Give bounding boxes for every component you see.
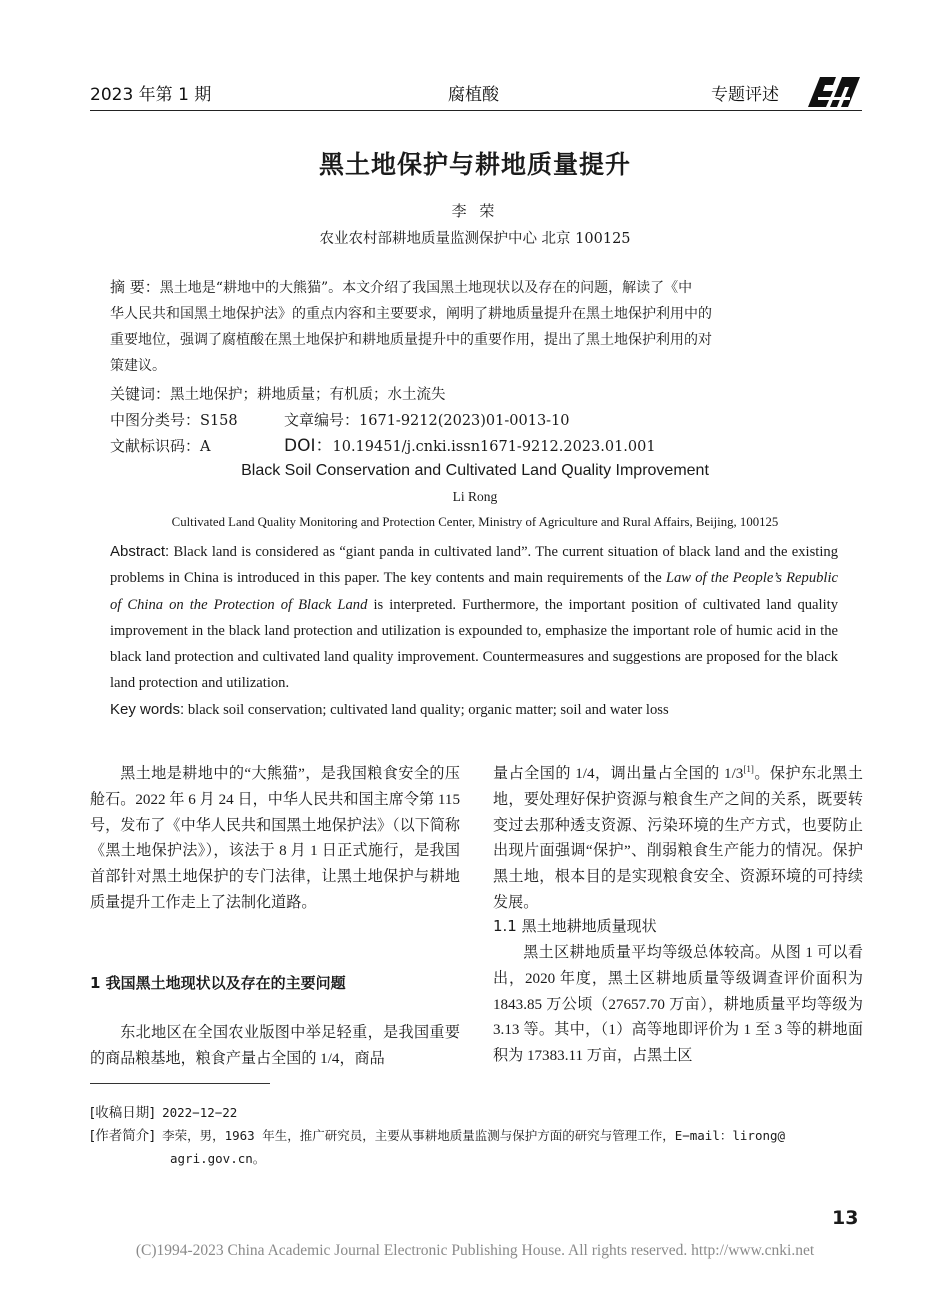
doc-code-value: A xyxy=(200,439,211,455)
body-text: 。保护东北黑土地，要处理好保护资源与粮食生产之间的关系，既要转变过去那种透支资源、污染环境的生产方式，也要防止出现片面强调“保护”、削弱粮食生产能力的情况。保护黑土地，根本目的是实现粮食安全、资源环境的可持续发展。 xyxy=(493,766,863,911)
journal-name: 腐植酸 xyxy=(448,85,499,105)
author-bio-text: 李荣，男，1963 年生，推广研究员，主要从事耕地质量监测与保护方面的研究与管理工作，E−mail：lirong@ xyxy=(162,1128,786,1143)
abstract-cn-line: 重要地位，强调了腐植酸在黑土地保护和耕地质量提升中的重要作用，提出了黑土地保护利用的对 xyxy=(110,332,712,348)
english-abstract-text: is interpreted. Furthermore, the important position of cultivated land quality improvement in the black land protection and utilization is expounded to, emphasize the important role of humic acid in the black land protection and cultivated land quality improvement. Countermeasures and suggestions are proposed for the black land protection and utilization. xyxy=(110,596,838,692)
classification-value: S158 xyxy=(200,413,238,429)
page-number: 13 xyxy=(832,1207,859,1229)
keywords-cn-label: 关键词： xyxy=(110,385,171,403)
classification xyxy=(110,407,238,434)
article-number xyxy=(284,407,570,434)
doc-code-label: 文献标识码： xyxy=(110,437,201,455)
keywords-cn xyxy=(110,381,446,408)
body-text: 量占全国的 1/4，调出量占全国的 1/3 xyxy=(493,766,744,782)
english-abstract-text: Black land is considered as “giant panda in cultivated land”. The current situation of black land and the existing problems in China is introduced in this paper. The key contents and main requirements of the xyxy=(110,544,838,587)
keywords-cn-value: 黑土地保护；耕地质量；有机质；水土流失 xyxy=(170,387,446,403)
article-number-value: 1671-9212(2023)01-0013-10 xyxy=(359,413,570,429)
body-paragraph xyxy=(493,762,863,917)
body-column-left-2 xyxy=(90,1021,460,1073)
english-keywords xyxy=(110,697,838,723)
abstract-cn-line: 黑土地是“耕地中的大熊猫”。本文介绍了我国黑土地现状以及存在的问题，解读了《中 xyxy=(159,280,693,296)
column-name: 专题评述 xyxy=(711,85,779,105)
subsection-heading-1-1: 1.1 黑土地耕地质量现状 xyxy=(493,917,657,935)
abstract-cn-line: 华人民共和国黑土地保护法》的重点内容和主要要求，阐明了耕地质量提升在黑土地保护利用中的 xyxy=(110,306,712,322)
affiliation: 农业农村部耕地质量监测保护中心 北京 100125 xyxy=(319,231,631,247)
english-author: Li Rong xyxy=(452,489,498,504)
body-column-left xyxy=(90,762,460,917)
doi xyxy=(284,433,656,460)
body-paragraph: 黑土地是耕地中的“大熊猫”，是我国粮食安全的压舱石。2022 年 6 月 24 日，中华人民共和国主席令第 115 号，发布了《中华人民共和国黑土地保护法》（以下简称《黑土地保护法》），该法于 8 月 1 日正式施行，是我国首部针对黑土地保护的专门法律，让黑土地保护与耕地质量提升工作走上了法制化道路。 xyxy=(90,766,460,911)
author-name: 李 荣 xyxy=(451,202,499,220)
paper-title: 黑土地保护与耕地质量提升 xyxy=(318,150,631,179)
abstract-cn-line: 策建议。 xyxy=(110,358,166,374)
english-title: Black Soil Conservation and Cultivated Land Quality Improvement xyxy=(241,462,709,479)
received-value: 2022−12−22 xyxy=(162,1105,238,1120)
copyright-notice: (C)1994-2023 China Academic Journal Electronic Publishing House. All rights reserved. http://www.cnki.net xyxy=(135,1242,815,1259)
english-keywords-label: Key words: xyxy=(110,701,185,718)
reference-mark: [1] xyxy=(743,763,754,774)
body-paragraph: 黑土区耕地质量平均等级总体较高。从图 1 可以看出，2020 年度，黑土区耕地质量等级调查评价面积为 1843.85 万公顷（27657.70 万亩），耕地质量平均等级为 3.13 等。其中，（1）高等地即评价为 1 至 3 等的耕地面积为 17383.11 万亩，占黑土区 xyxy=(493,945,863,1065)
footnote-rule xyxy=(90,1083,270,1084)
article-number-label: 文章编号： xyxy=(284,411,360,429)
english-abstract xyxy=(110,539,838,697)
body-column-right xyxy=(493,762,863,917)
doi-value: 10.19451/j.cnki.issn1671-9212.2023.01.001 xyxy=(332,439,656,455)
english-keywords-value: black soil conservation; cultivated land quality; organic matter; soil and water loss xyxy=(184,702,669,718)
english-abstract-law-title: Law of the People’s Republic of China on the Protection of Black Land xyxy=(110,570,839,613)
issue-label: 2023 年第 1 期 xyxy=(90,85,212,105)
abstract-cn xyxy=(110,274,838,379)
journal-logo-icon xyxy=(806,73,862,111)
english-affiliation: Cultivated Land Quality Monitoring and Protection Center, Ministry of Agriculture and Rural Affairs, Beijing, 100125 xyxy=(171,515,779,529)
classification-label: 中图分类号： xyxy=(110,411,201,429)
author-bio xyxy=(90,1124,862,1148)
author-bio-email: agri.gov.cn。 xyxy=(170,1151,266,1166)
body-column-right-2 xyxy=(493,941,863,1070)
author-bio-label: [作者简介] xyxy=(90,1128,155,1144)
received-date xyxy=(90,1101,862,1125)
doi-label: DOI： xyxy=(284,436,333,456)
section-heading-1: 1 我国黑土地现状以及存在的主要问题 xyxy=(90,974,346,992)
header-rule xyxy=(90,110,862,111)
english-abstract-label: Abstract: xyxy=(110,543,170,560)
abstract-cn-label: 摘 要： xyxy=(110,278,160,296)
body-paragraph: 东北地区在全国农业版图中举足轻重，是我国重要的商品粮基地，粮食产量占全国的 1/4，商品 xyxy=(90,1025,460,1067)
doc-code xyxy=(110,433,211,460)
received-label: [收稿日期] xyxy=(90,1105,155,1121)
